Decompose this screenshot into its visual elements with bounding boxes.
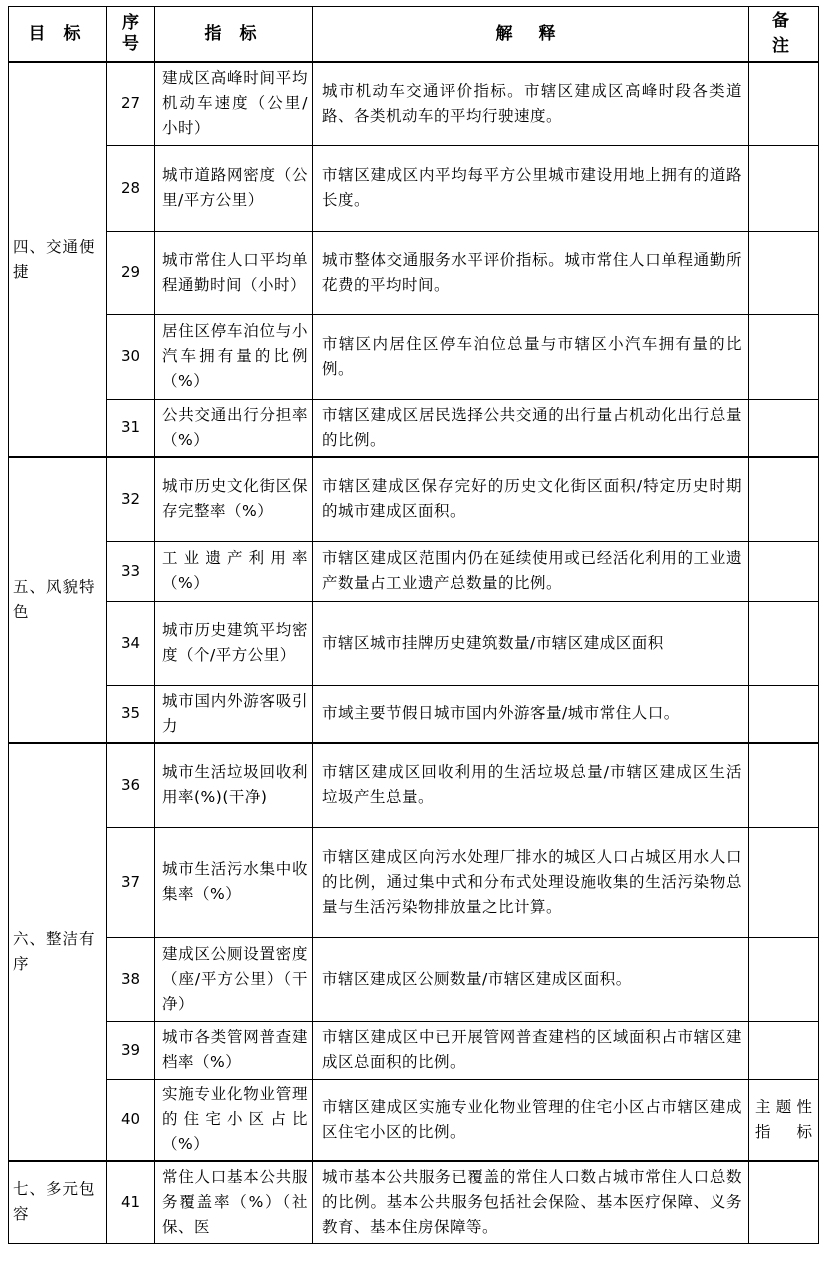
goal-cell: 四、交通便捷 xyxy=(9,62,107,457)
table-row xyxy=(9,743,819,827)
row-number: 32 xyxy=(107,457,155,541)
goal-cell: 五、风貌特色 xyxy=(9,457,107,743)
header-seq-text: 序号 xyxy=(122,13,139,54)
explanation-cell: 市辖区建成区范围内仍在延续使用或已经活化利用的工业遗产数量占工业遗产总数量的比例。 xyxy=(313,541,749,601)
table-row xyxy=(9,457,819,541)
indicator-cell: 城市历史文化街区保存完整率（%） xyxy=(155,457,313,541)
explanation-cell: 市辖区建成区中已开展管网普查建档的区域面积占市辖区建成区总面积的比例。 xyxy=(313,1021,749,1079)
note-cell: 主题性指标 xyxy=(749,1079,819,1161)
table-header-row xyxy=(9,7,819,63)
note-cell xyxy=(749,743,819,827)
note-cell xyxy=(749,231,819,314)
table-row xyxy=(9,1021,819,1079)
table-row xyxy=(9,145,819,231)
row-number: 34 xyxy=(107,601,155,685)
table-row xyxy=(9,1161,819,1243)
indicator-cell: 城市国内外游客吸引力 xyxy=(155,685,313,743)
note-cell xyxy=(749,145,819,231)
row-number: 29 xyxy=(107,231,155,314)
explanation-cell: 市辖区建成区实施专业化物业管理的住宅小区占市辖区建成区住宅小区的比例。 xyxy=(313,1079,749,1161)
row-number: 36 xyxy=(107,743,155,827)
row-number: 27 xyxy=(107,62,155,145)
table-row xyxy=(9,827,819,937)
note-cell xyxy=(749,685,819,743)
goal-cell: 七、多元包容 xyxy=(9,1161,107,1243)
explanation-cell: 市辖区建成区居民选择公共交通的出行量占机动化出行总量的比例。 xyxy=(313,399,749,457)
goal-cell: 六、整洁有序 xyxy=(9,743,107,1161)
indicator-cell: 建成区公厕设置密度（座/平方公里）（干净） xyxy=(155,937,313,1021)
indicator-cell: 城市历史建筑平均密度（个/平方公里） xyxy=(155,601,313,685)
note-cell xyxy=(749,827,819,937)
table-row xyxy=(9,937,819,1021)
indicator-cell: 城市道路网密度（公里/平方公里） xyxy=(155,145,313,231)
note-cell xyxy=(749,62,819,145)
table-row xyxy=(9,685,819,743)
row-number: 38 xyxy=(107,937,155,1021)
table-row xyxy=(9,231,819,314)
indicator-cell: 城市生活污水集中收集率（%） xyxy=(155,827,313,937)
table-row xyxy=(9,601,819,685)
indicator-cell: 常住人口基本公共服务覆盖率（%）（社保、医 xyxy=(155,1161,313,1243)
explanation-cell: 市辖区建成区向污水处理厂排水的城区人口占城区用水人口的比例，通过集中式和分布式处理设施收集的生活污染物总量与生活污染物排放量之比计算。 xyxy=(313,827,749,937)
indicator-table xyxy=(8,6,819,1244)
indicator-cell: 实施专业化物业管理的住宅小区占比（%） xyxy=(155,1079,313,1161)
row-number: 28 xyxy=(107,145,155,231)
note-cell xyxy=(749,314,819,399)
note-cell xyxy=(749,937,819,1021)
row-number: 37 xyxy=(107,827,155,937)
note-cell xyxy=(749,457,819,541)
row-number: 40 xyxy=(107,1079,155,1161)
indicator-cell: 城市生活垃圾回收利用率(%)(干净) xyxy=(155,743,313,827)
indicator-cell: 建成区高峰时间平均机动车速度（公里/小时） xyxy=(155,62,313,145)
header-explanation: 解 释 xyxy=(313,7,749,63)
indicator-cell: 城市常住人口平均单程通勤时间（小时） xyxy=(155,231,313,314)
indicator-cell: 工业遗产利用率（%） xyxy=(155,541,313,601)
row-number: 39 xyxy=(107,1021,155,1079)
indicator-cell: 公共交通出行分担率（%） xyxy=(155,399,313,457)
indicator-cell: 居住区停车泊位与小汽车拥有量的比例（%） xyxy=(155,314,313,399)
row-number: 33 xyxy=(107,541,155,601)
row-number: 31 xyxy=(107,399,155,457)
explanation-cell: 城市整体交通服务水平评价指标。城市常住人口单程通勤所花费的平均时间。 xyxy=(313,231,749,314)
header-indicator: 指 标 xyxy=(155,7,313,63)
row-number: 30 xyxy=(107,314,155,399)
explanation-cell: 市域主要节假日城市国内外游客量/城市常住人口。 xyxy=(313,685,749,743)
table-row xyxy=(9,314,819,399)
note-cell xyxy=(749,541,819,601)
table-row xyxy=(9,541,819,601)
table-row xyxy=(9,1079,819,1161)
table-row xyxy=(9,399,819,457)
explanation-cell: 市辖区建成区保存完好的历史文化街区面积/特定历史时期的城市建成区面积。 xyxy=(313,457,749,541)
explanation-cell: 市辖区建成区回收利用的生活垃圾总量/市辖区建成区生活垃圾产生总量。 xyxy=(313,743,749,827)
document-page xyxy=(8,6,818,1244)
header-seq xyxy=(107,7,155,63)
note-cell xyxy=(749,399,819,457)
explanation-cell: 市辖区城市挂牌历史建筑数量/市辖区建成区面积 xyxy=(313,601,749,685)
explanation-cell: 城市基本公共服务已覆盖的常住人口数占城市常住人口总数的比例。基本公共服务包括社会保险、基本医疗保障、义务教育、基本住房保障等。 xyxy=(313,1161,749,1243)
note-cell xyxy=(749,601,819,685)
indicator-cell: 城市各类管网普查建档率（%） xyxy=(155,1021,313,1079)
table-row xyxy=(9,62,819,145)
explanation-cell: 市辖区建成区内平均每平方公里城市建设用地上拥有的道路长度。 xyxy=(313,145,749,231)
header-note: 备 注 xyxy=(749,7,819,63)
row-number: 41 xyxy=(107,1161,155,1243)
note-cell xyxy=(749,1021,819,1079)
explanation-cell: 市辖区内居住区停车泊位总量与市辖区小汽车拥有量的比例。 xyxy=(313,314,749,399)
header-goal: 目 标 xyxy=(9,7,107,63)
explanation-cell: 市辖区建成区公厕数量/市辖区建成区面积。 xyxy=(313,937,749,1021)
row-number: 35 xyxy=(107,685,155,743)
explanation-cell: 城市机动车交通评价指标。市辖区建成区高峰时段各类道路、各类机动车的平均行驶速度。 xyxy=(313,62,749,145)
note-cell xyxy=(749,1161,819,1243)
